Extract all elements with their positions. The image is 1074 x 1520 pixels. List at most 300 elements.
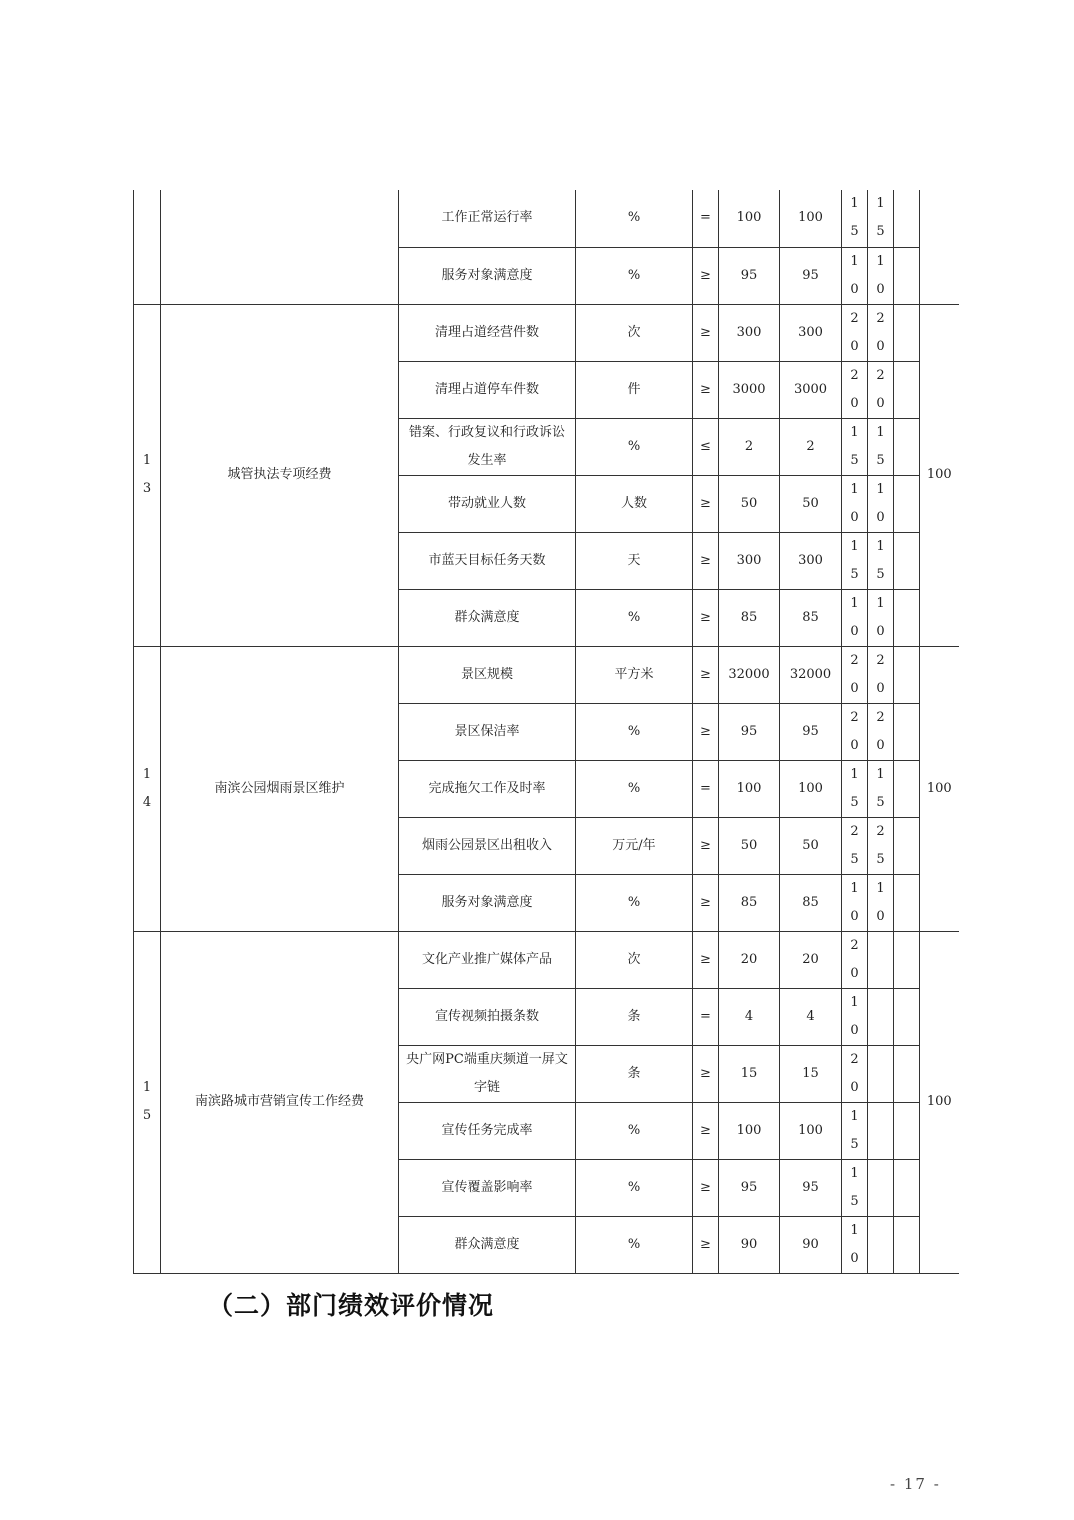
actual-cell	[780, 475, 842, 532]
unit-cell	[576, 817, 693, 874]
total-score-cell	[920, 646, 959, 931]
unit-cell	[576, 418, 693, 475]
blank-cell	[894, 1216, 920, 1273]
total-score-cell	[920, 304, 959, 646]
target-cell	[719, 361, 780, 418]
indicator-cell-text: 宣传视频拍摄条数	[434, 1008, 539, 1024]
indicator-cell-text: 群众满意度	[454, 1236, 520, 1252]
indicator-cell	[399, 874, 576, 931]
score-cell-text: 15	[876, 424, 885, 468]
actual-cell	[780, 361, 842, 418]
unit-cell	[576, 931, 693, 988]
actual-cell-text: 100	[798, 1122, 823, 1138]
score-cell	[868, 361, 894, 418]
operator-cell-text: ≥	[700, 723, 711, 739]
actual-cell-text: 50	[802, 837, 819, 853]
target-cell	[719, 646, 780, 703]
actual-cell-text: 20	[802, 951, 819, 967]
table-row	[134, 931, 959, 988]
weight-cell-text: 15	[850, 196, 859, 240]
blank-cell	[894, 1045, 920, 1102]
weight-cell-text: 15	[850, 538, 859, 582]
actual-cell	[780, 760, 842, 817]
score-cell	[868, 418, 894, 475]
actual-cell-text: 95	[802, 723, 819, 739]
weight-cell-text: 20	[850, 310, 859, 354]
weight-cell-text: 20	[850, 367, 859, 411]
operator-cell-text: =	[700, 780, 711, 796]
unit-cell	[576, 760, 693, 817]
operator-cell	[693, 760, 719, 817]
target-cell	[719, 817, 780, 874]
unit-cell-text: 天	[627, 552, 641, 568]
target-cell-text: 100	[736, 210, 762, 226]
operator-cell-text: ≥	[700, 666, 711, 682]
weight-cell-text: 15	[850, 1108, 859, 1152]
weight-cell	[842, 247, 868, 304]
target-cell-text: 85	[740, 894, 758, 910]
project-cell	[161, 646, 399, 931]
actual-cell	[780, 532, 842, 589]
score-cell	[868, 874, 894, 931]
page-number: - 17 -	[890, 1475, 941, 1493]
actual-cell-text: 85	[802, 894, 819, 910]
unit-cell-text: %	[627, 780, 641, 796]
score-cell	[868, 760, 894, 817]
indicator-cell-text: 群众满意度	[454, 609, 520, 625]
operator-cell-text: ≥	[700, 381, 711, 397]
seq-cell-text: 15	[142, 1080, 152, 1123]
target-cell-text: 50	[740, 837, 758, 853]
score-cell-text: 15	[876, 196, 885, 240]
target-cell-text: 50	[740, 495, 758, 511]
weight-cell	[842, 703, 868, 760]
unit-cell	[576, 247, 693, 304]
operator-cell-text: ≥	[700, 609, 711, 625]
seq-cell	[134, 931, 161, 1273]
unit-cell	[576, 1159, 693, 1216]
actual-cell-text: 100	[798, 780, 823, 796]
weight-cell	[842, 874, 868, 931]
unit-cell	[576, 988, 693, 1045]
weight-cell-text: 20	[850, 709, 859, 753]
operator-cell-text: ≥	[700, 894, 711, 910]
target-cell	[719, 418, 780, 475]
actual-cell-text: 50	[802, 495, 819, 511]
score-cell-text: 25	[876, 823, 885, 867]
indicator-cell-text: 服务对象满意度	[441, 267, 533, 283]
indicator-cell	[399, 817, 576, 874]
indicator-cell-text: 宣传任务完成率	[441, 1122, 533, 1138]
indicator-cell	[399, 931, 576, 988]
target-cell-text: 4	[744, 1008, 754, 1024]
weight-cell	[842, 361, 868, 418]
blank-cell	[894, 931, 920, 988]
weight-cell	[842, 1216, 868, 1273]
project-cell	[161, 190, 399, 304]
indicator-cell	[399, 1216, 576, 1273]
unit-cell-text: 平方米	[614, 666, 654, 682]
project-cell	[161, 304, 399, 646]
operator-cell	[693, 1159, 719, 1216]
score-cell	[868, 1159, 894, 1216]
actual-cell	[780, 247, 842, 304]
weight-cell-text: 15	[850, 766, 859, 810]
indicator-cell	[399, 646, 576, 703]
section-heading: （二）部门绩效评价情况	[208, 1291, 495, 1320]
score-cell	[868, 817, 894, 874]
unit-cell-text: 人数	[620, 495, 647, 511]
target-cell-text: 85	[740, 609, 758, 625]
indicator-cell-text: 错案、行政复议和行政诉讼发生率	[408, 424, 565, 468]
indicator-cell-text: 烟雨公园景区出租收入	[421, 837, 552, 853]
blank-cell	[894, 760, 920, 817]
actual-cell-text: 85	[802, 609, 819, 625]
seq-cell	[134, 190, 161, 304]
target-cell	[719, 1045, 780, 1102]
project-cell-text: 城管执法专项经费	[227, 467, 332, 482]
operator-cell-text: ≥	[700, 837, 711, 853]
target-cell	[719, 1159, 780, 1216]
score-cell	[868, 703, 894, 760]
score-cell	[868, 247, 894, 304]
unit-cell	[576, 1045, 693, 1102]
blank-cell	[894, 304, 920, 361]
indicator-cell	[399, 190, 576, 247]
indicator-cell	[399, 418, 576, 475]
indicator-cell-text: 宣传覆盖影响率	[441, 1179, 533, 1195]
score-cell	[868, 646, 894, 703]
actual-cell-text: 32000	[789, 666, 832, 682]
operator-cell-text: ≥	[700, 1236, 711, 1252]
unit-cell	[576, 703, 693, 760]
seq-cell-text: 13	[142, 453, 152, 496]
unit-cell-text: 条	[627, 1008, 641, 1024]
target-cell-text: 95	[740, 723, 758, 739]
operator-cell	[693, 475, 719, 532]
table-row	[134, 646, 959, 703]
indicator-cell-text: 完成拖欠工作及时率	[428, 780, 546, 796]
blank-cell	[894, 247, 920, 304]
blank-cell	[894, 361, 920, 418]
operator-cell-text: =	[700, 1008, 711, 1024]
indicator-cell	[399, 589, 576, 646]
target-cell-text: 32000	[728, 666, 770, 682]
blank-cell	[894, 1102, 920, 1159]
indicator-cell-text: 服务对象满意度	[441, 894, 533, 910]
target-cell-text: 15	[740, 1065, 758, 1081]
score-cell-text: 20	[876, 310, 885, 354]
actual-cell	[780, 418, 842, 475]
target-cell-text: 100	[736, 1122, 762, 1138]
actual-cell-text: 300	[798, 552, 823, 568]
weight-cell	[842, 304, 868, 361]
unit-cell-text: 次	[627, 951, 641, 967]
unit-cell-text: %	[627, 1122, 641, 1138]
score-cell-text: 20	[876, 652, 885, 696]
project-cell-text: 南滨公园烟雨景区维护	[214, 780, 345, 796]
unit-cell	[576, 190, 693, 247]
target-cell	[719, 532, 780, 589]
table-row	[134, 304, 959, 361]
weight-cell-text: 20	[850, 1051, 859, 1095]
weight-cell	[842, 1102, 868, 1159]
weight-cell	[842, 1045, 868, 1102]
indicator-cell	[399, 475, 576, 532]
unit-cell-text: 件	[627, 381, 641, 397]
blank-cell	[894, 589, 920, 646]
target-cell	[719, 988, 780, 1045]
actual-cell-text: 3000	[793, 381, 828, 397]
score-cell	[868, 532, 894, 589]
weight-cell	[842, 475, 868, 532]
score-cell	[868, 475, 894, 532]
indicator-cell-text: 景区保洁率	[454, 723, 520, 739]
operator-cell	[693, 1102, 719, 1159]
operator-cell	[693, 703, 719, 760]
unit-cell	[576, 532, 693, 589]
target-cell	[719, 589, 780, 646]
target-cell-text: 95	[740, 267, 758, 283]
operator-cell-text: ≥	[700, 951, 711, 967]
weight-cell-text: 20	[850, 652, 859, 696]
target-cell	[719, 1102, 780, 1159]
unit-cell	[576, 874, 693, 931]
indicator-cell	[399, 247, 576, 304]
seq-cell	[134, 304, 161, 646]
indicator-cell	[399, 304, 576, 361]
score-cell-text: 10	[876, 880, 885, 924]
score-cell	[868, 1216, 894, 1273]
actual-cell-text: 300	[798, 324, 823, 340]
operator-cell	[693, 874, 719, 931]
total-score-cell-text: 100	[926, 467, 952, 482]
actual-cell-text: 95	[802, 267, 819, 283]
actual-cell-text: 4	[806, 1008, 815, 1024]
score-cell	[868, 931, 894, 988]
weight-cell	[842, 589, 868, 646]
operator-cell-text: ≥	[700, 267, 711, 283]
unit-cell-text: %	[627, 1236, 641, 1252]
weight-cell-text: 10	[850, 481, 859, 525]
unit-cell	[576, 361, 693, 418]
indicator-cell-text: 工作正常运行率	[441, 210, 533, 226]
actual-cell-text: 15	[802, 1065, 819, 1081]
blank-cell	[894, 874, 920, 931]
actual-cell	[780, 703, 842, 760]
operator-cell-text: ≥	[700, 324, 711, 340]
unit-cell-text: %	[627, 723, 641, 739]
unit-cell-text: %	[627, 210, 641, 226]
target-cell-text: 90	[740, 1236, 758, 1252]
unit-cell	[576, 589, 693, 646]
blank-cell	[894, 1159, 920, 1216]
actual-cell	[780, 1216, 842, 1273]
actual-cell	[780, 931, 842, 988]
score-cell-text: 15	[876, 538, 885, 582]
target-cell	[719, 1216, 780, 1273]
indicator-cell-text: 央广网PC端重庆频道一屏文字链	[406, 1051, 568, 1095]
unit-cell-text: %	[627, 894, 641, 910]
score-cell-text: 20	[876, 709, 885, 753]
unit-cell-text: %	[627, 609, 641, 625]
operator-cell-text: =	[700, 210, 711, 226]
weight-cell-text: 25	[850, 823, 859, 867]
operator-cell-text: ≥	[700, 552, 711, 568]
target-cell	[719, 874, 780, 931]
actual-cell	[780, 874, 842, 931]
blank-cell	[894, 190, 920, 247]
indicator-cell	[399, 988, 576, 1045]
actual-cell	[780, 1102, 842, 1159]
score-cell	[868, 988, 894, 1045]
unit-cell-text: 条	[627, 1065, 641, 1081]
operator-cell	[693, 589, 719, 646]
indicator-cell	[399, 532, 576, 589]
unit-cell-text: 次	[627, 324, 641, 340]
operator-cell	[693, 931, 719, 988]
blank-cell	[894, 646, 920, 703]
actual-cell-text: 100	[798, 210, 823, 226]
actual-cell	[780, 1159, 842, 1216]
score-cell-text: 15	[876, 766, 885, 810]
target-cell	[719, 760, 780, 817]
unit-cell-text: %	[627, 267, 641, 283]
weight-cell-text: 10	[850, 595, 859, 639]
operator-cell	[693, 247, 719, 304]
operator-cell-text: ≤	[700, 438, 711, 454]
actual-cell	[780, 646, 842, 703]
seq-cell-text: 14	[142, 766, 152, 810]
weight-cell-text: 15	[850, 1165, 859, 1209]
weight-cell-text: 10	[850, 994, 859, 1038]
blank-cell	[894, 988, 920, 1045]
unit-cell-text: %	[627, 438, 641, 454]
target-cell-text: 100	[736, 780, 762, 796]
target-cell-text: 300	[736, 552, 762, 568]
total-score-cell-text: 100	[926, 780, 952, 796]
actual-cell	[780, 304, 842, 361]
target-cell	[719, 931, 780, 988]
project-cell-text: 南滨路城市营销宣传工作经费	[194, 1094, 364, 1109]
actual-cell	[780, 190, 842, 247]
weight-cell	[842, 646, 868, 703]
indicator-cell-text: 清理占道停车件数	[434, 381, 539, 397]
indicator-cell-text: 带动就业人数	[447, 495, 526, 511]
weight-cell	[842, 532, 868, 589]
score-cell-text: 10	[876, 481, 885, 525]
indicator-cell	[399, 1045, 576, 1102]
indicator-cell-text: 文化产业推广媒体产品	[421, 951, 552, 967]
unit-cell-text: 万元/年	[612, 837, 656, 853]
indicator-cell-text: 市蓝天目标任务天数	[428, 552, 546, 568]
weight-cell-text: 10	[850, 1222, 859, 1266]
blank-cell	[894, 418, 920, 475]
blank-cell	[894, 532, 920, 589]
weight-cell-text: 15	[850, 424, 859, 468]
target-cell	[719, 190, 780, 247]
indicator-cell	[399, 703, 576, 760]
operator-cell	[693, 190, 719, 247]
actual-cell	[780, 1045, 842, 1102]
weight-cell	[842, 931, 868, 988]
score-cell-text: 10	[876, 595, 885, 639]
actual-cell-text: 2	[806, 438, 815, 454]
operator-cell	[693, 361, 719, 418]
indicator-cell-text: 景区规模	[460, 666, 513, 682]
seq-cell	[134, 646, 161, 931]
weight-cell	[842, 760, 868, 817]
operator-cell-text: ≥	[700, 1122, 711, 1138]
score-cell	[868, 1045, 894, 1102]
blank-cell	[894, 475, 920, 532]
blank-cell	[894, 703, 920, 760]
operator-cell	[693, 817, 719, 874]
weight-cell	[842, 988, 868, 1045]
unit-cell	[576, 1102, 693, 1159]
blank-cell	[894, 817, 920, 874]
target-cell-text: 2	[744, 438, 754, 454]
actual-cell	[780, 589, 842, 646]
operator-cell-text: ≥	[700, 495, 711, 511]
indicator-cell	[399, 1159, 576, 1216]
operator-cell	[693, 1216, 719, 1273]
target-cell-text: 95	[740, 1179, 758, 1195]
performance-table	[133, 190, 959, 1274]
score-cell	[868, 304, 894, 361]
operator-cell	[693, 532, 719, 589]
operator-cell-text: ≥	[700, 1065, 711, 1081]
weight-cell-text: 10	[850, 880, 859, 924]
operator-cell	[693, 646, 719, 703]
unit-cell	[576, 646, 693, 703]
weight-cell	[842, 1159, 868, 1216]
operator-cell-text: ≥	[700, 1179, 711, 1195]
score-cell-text: 20	[876, 367, 885, 411]
target-cell-text: 3000	[732, 381, 766, 397]
unit-cell	[576, 304, 693, 361]
unit-cell	[576, 475, 693, 532]
indicator-cell	[399, 1102, 576, 1159]
actual-cell	[780, 817, 842, 874]
unit-cell-text: %	[627, 1179, 641, 1195]
table-row	[134, 190, 959, 247]
actual-cell-text: 90	[802, 1236, 819, 1252]
actual-cell	[780, 988, 842, 1045]
operator-cell	[693, 988, 719, 1045]
target-cell-text: 300	[736, 324, 762, 340]
weight-cell	[842, 817, 868, 874]
weight-cell-text: 10	[850, 253, 859, 297]
weight-cell-text: 20	[850, 937, 859, 981]
weight-cell	[842, 418, 868, 475]
target-cell	[719, 304, 780, 361]
score-cell	[868, 1102, 894, 1159]
target-cell	[719, 475, 780, 532]
indicator-cell	[399, 361, 576, 418]
target-cell	[719, 703, 780, 760]
score-cell	[868, 190, 894, 247]
total-score-cell-text: 100	[926, 1094, 952, 1109]
unit-cell	[576, 1216, 693, 1273]
actual-cell-text: 95	[802, 1179, 819, 1195]
score-cell	[868, 589, 894, 646]
operator-cell	[693, 304, 719, 361]
indicator-cell	[399, 760, 576, 817]
total-score-cell	[920, 931, 959, 1273]
project-cell	[161, 931, 399, 1273]
total-score-cell	[920, 190, 959, 304]
